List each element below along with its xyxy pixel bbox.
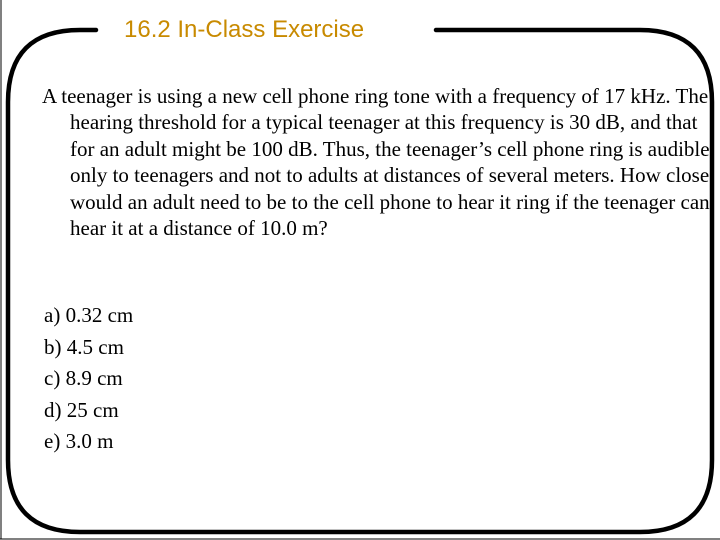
- slide-title: 16.2 In-Class Exercise: [124, 16, 365, 43]
- answer-choice-c: c) 8.9 cm: [44, 366, 123, 391]
- answer-choices: [44, 300, 133, 458]
- answer-choice-b: b) 4.5 cm: [44, 334, 124, 359]
- answer-choice-d: d) 25 cm: [44, 397, 119, 422]
- answer-choice-e: e) 3.0 m: [44, 429, 114, 454]
- question-text: A teenager is using a new cell phone ring tone with a frequency of 17 kHz. The hearing threshold for a typical teenager at this frequency is 30 dB, and that for an adult might be 100 dB. Thus, the teenager’s cell phone ring is audible only to teenagers and not to adults at distances of several meters. How close would an adult need to be to the cell phone to hear it ring if the teenager can hear it at a distance of 10.0 m?: [42, 84, 710, 241]
- answer-choice-a: a) 0.32 cm: [44, 303, 134, 327]
